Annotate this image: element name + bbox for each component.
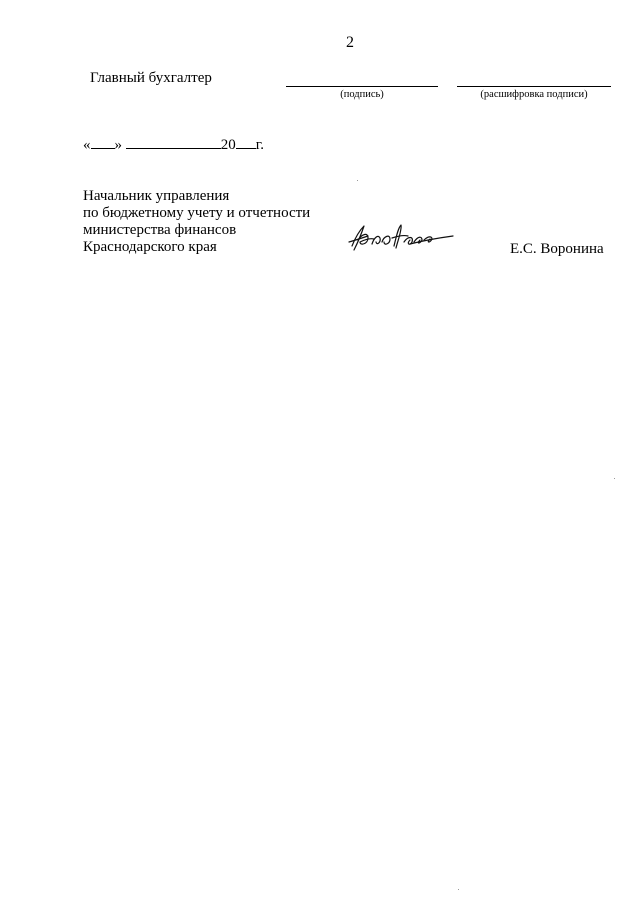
signer-name: Е.С. Воронина xyxy=(510,241,604,257)
year-blank xyxy=(236,136,256,149)
signature-decode-line xyxy=(457,86,611,87)
date-line xyxy=(83,136,264,154)
signature-line xyxy=(286,86,438,87)
position-line: министерства финансов xyxy=(83,222,237,238)
year-prefix: 20 xyxy=(220,137,236,153)
scan-speck xyxy=(357,180,358,181)
day-blank xyxy=(91,136,115,149)
month-blank xyxy=(126,136,221,149)
signature-decode-caption: (расшифровка подписи) xyxy=(480,89,588,100)
position-line: Начальник управления xyxy=(83,188,230,204)
date-open-quote: « xyxy=(83,137,91,153)
scan-speck xyxy=(614,478,615,479)
signature-caption: (подпись) xyxy=(340,89,384,100)
position-line: Краснодарского края xyxy=(83,239,217,255)
position-line: по бюджетному учету и отчетности xyxy=(83,205,311,221)
handwritten-signature xyxy=(346,222,456,256)
date-close-quote: » xyxy=(114,137,122,153)
signer-position xyxy=(83,188,310,256)
scan-speck xyxy=(458,889,459,890)
page-number: 2 xyxy=(346,34,354,51)
year-suffix: г. xyxy=(255,137,264,153)
chief-accountant-label: Главный бухгалтер xyxy=(90,70,212,86)
